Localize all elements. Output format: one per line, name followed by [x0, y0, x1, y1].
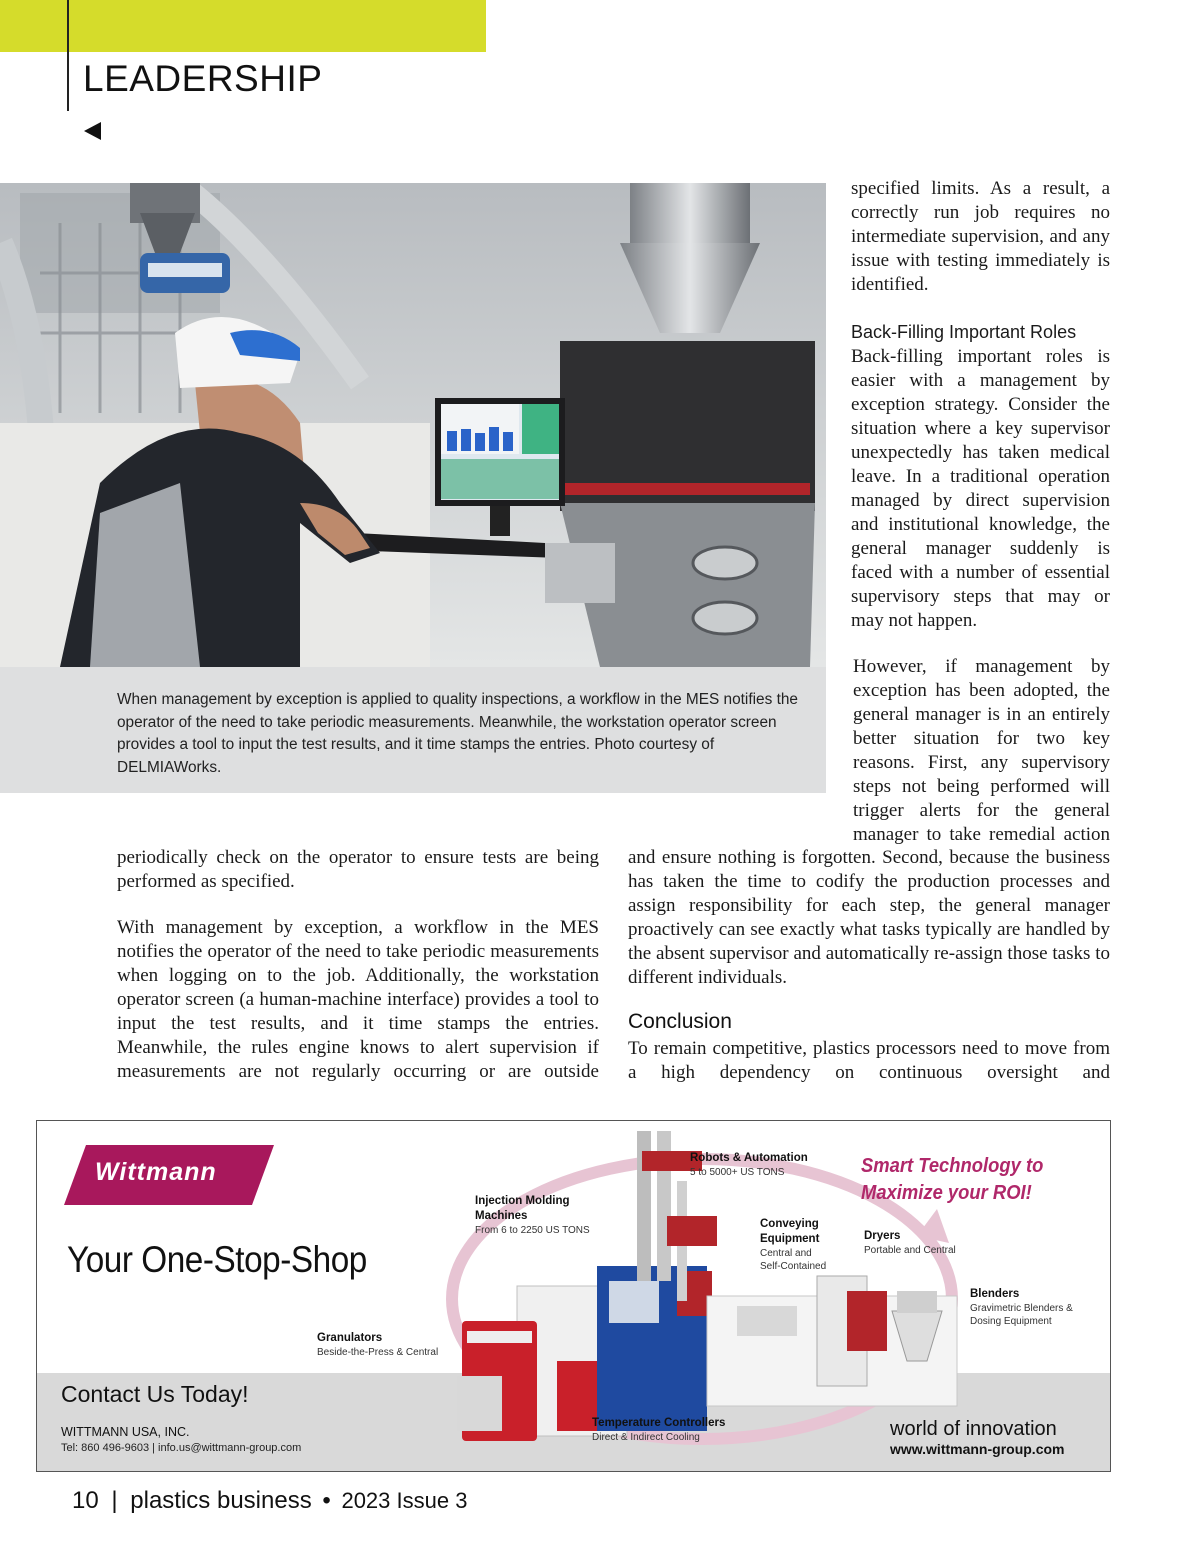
- back-arrow-icon[interactable]: [84, 122, 101, 140]
- blenders-title: Blenders: [970, 1288, 1020, 1300]
- temp-sub: Direct & Indirect Cooling: [592, 1432, 700, 1443]
- footer-separator: |: [111, 1487, 118, 1514]
- label-dryers: [864, 1229, 956, 1257]
- section-title: LEADERSHIP: [83, 58, 323, 99]
- photo-caption: When management by exception is applied to quality inspections, a workflow in the MES notifies the operator of the need to take periodic measurements. Meanwhile, the workstation operator screen provides a tool to input the test results, and it time stamps the entries. Photo courtesy of DELMIAWorks.: [117, 691, 798, 776]
- robots-sub: 5 to 5000+ US TONS: [690, 1167, 785, 1178]
- injection-title-1: Injection Molding: [475, 1195, 570, 1207]
- header-accent-bar: [0, 0, 486, 52]
- slogan-line-2: Maximize your ROI!: [861, 1182, 1032, 1204]
- label-blenders: [970, 1287, 1073, 1328]
- label-conveying: [760, 1217, 826, 1273]
- contact-heading: Contact Us Today!: [61, 1381, 249, 1407]
- wittmann-advertisement[interactable]: [36, 1120, 1111, 1472]
- temp-title: Temperature Controllers: [592, 1417, 726, 1429]
- paragraph-conclusion: To remain competitive, plastics processors need to move from a high dependency on continuous oversight and: [628, 1038, 1110, 1083]
- granulators-title: Granulators: [317, 1332, 383, 1344]
- ad-tagline: Your One-Stop-Shop: [67, 1239, 367, 1280]
- paragraph-however: However, if management by exception has been adopted, the general manager is in an entirely better situation for two key reasons. First, any supervisory steps not being performed will trigger alerts for the general manager to take remedial action: [853, 656, 1110, 845]
- paragraph-mes-workflow: With management by exception, a workflow in the MES notifies the operator of the need to take periodic measurements when logging on to the job. Additionally, the workstation operator screen (a human-machine interface) provides a tool to input the test results, and it time stamps the entries. Meanwhile, the rules engine knows to alert supervision if measurements are not regularly occurring or are outside: [117, 917, 599, 1082]
- slogan-line-1: Smart Technology to: [861, 1155, 1044, 1177]
- conveying-sub-2: Self-Contained: [760, 1261, 827, 1272]
- blenders-sub-1: Gravimetric Blenders &: [970, 1303, 1073, 1314]
- factory-operator-illustration: [0, 183, 826, 667]
- injection-title-2: Machines: [475, 1210, 528, 1222]
- brand-name: Wittmann: [95, 1158, 217, 1186]
- conveying-title-1: Conveying: [760, 1218, 819, 1230]
- conveying-sub-1: Central and: [760, 1248, 812, 1259]
- magazine-name: plastics business: [130, 1487, 312, 1514]
- issue-label: 2023 Issue 3: [341, 1488, 468, 1513]
- label-injection-molding: [475, 1194, 590, 1237]
- conveying-title-2: Equipment: [760, 1233, 820, 1245]
- page-footer: [72, 1487, 467, 1515]
- injection-sub: From 6 to 2250 US TONS: [475, 1225, 590, 1236]
- robots-title: Robots & Automation: [690, 1152, 808, 1164]
- footer-bullet: •: [322, 1487, 331, 1514]
- paragraph-ensure-nothing: and ensure nothing is forgotten. Second, because the business has taken the time to codify the production processes and assign responsibility for each step, the general manager proactively can see exactly what tasks typically are handled by the absent supervisor and automatically re-assign those tasks to different individuals.: [628, 847, 1110, 988]
- blenders-sub-2: Dosing Equipment: [970, 1316, 1052, 1327]
- paragraph-periodically: periodically check on the operator to ensure tests are being performed as specified.: [117, 847, 599, 892]
- ad-website-link[interactable]: www.wittmann-group.com: [890, 1441, 1065, 1457]
- ad-world-of-innovation: world of innovation: [890, 1418, 1057, 1440]
- granulators-sub: Beside-the-Press & Central: [317, 1347, 439, 1358]
- label-robots: [690, 1151, 808, 1179]
- ad-slogan: [861, 1153, 1043, 1207]
- subhead-back-filling: Back-Filling Important Roles: [851, 322, 1077, 342]
- contact-phone-email[interactable]: Tel: 860 496-9603 | info.us@wittmann-group.com: [61, 1442, 302, 1454]
- dryers-title: Dryers: [864, 1230, 901, 1242]
- page-number: 10: [72, 1487, 99, 1514]
- conclusion-heading: Conclusion: [628, 1010, 732, 1033]
- article-photo: [0, 183, 826, 667]
- label-temperature-controllers: [592, 1416, 725, 1444]
- paragraph-specified-limits: specified limits. As a result, a correctly run job requires no intermediate supervision, and any issue with testing immediately is identified.: [851, 178, 1110, 295]
- dryers-sub: Portable and Central: [864, 1245, 956, 1256]
- header-divider: [67, 0, 69, 111]
- company-name: WITTMANN USA, INC.: [61, 1425, 190, 1439]
- label-granulators: [317, 1331, 438, 1359]
- paragraph-back-filling: Back-filling important roles is easier with a management by exception strategy. Consider the situation where a key supervisor unexpectedly has taken medical leave. In a traditional operation managed by direct supervision and institutional knowledge, the general manager suddenly is faced with a number of essential supervisory steps that may or may not happen.: [851, 346, 1110, 631]
